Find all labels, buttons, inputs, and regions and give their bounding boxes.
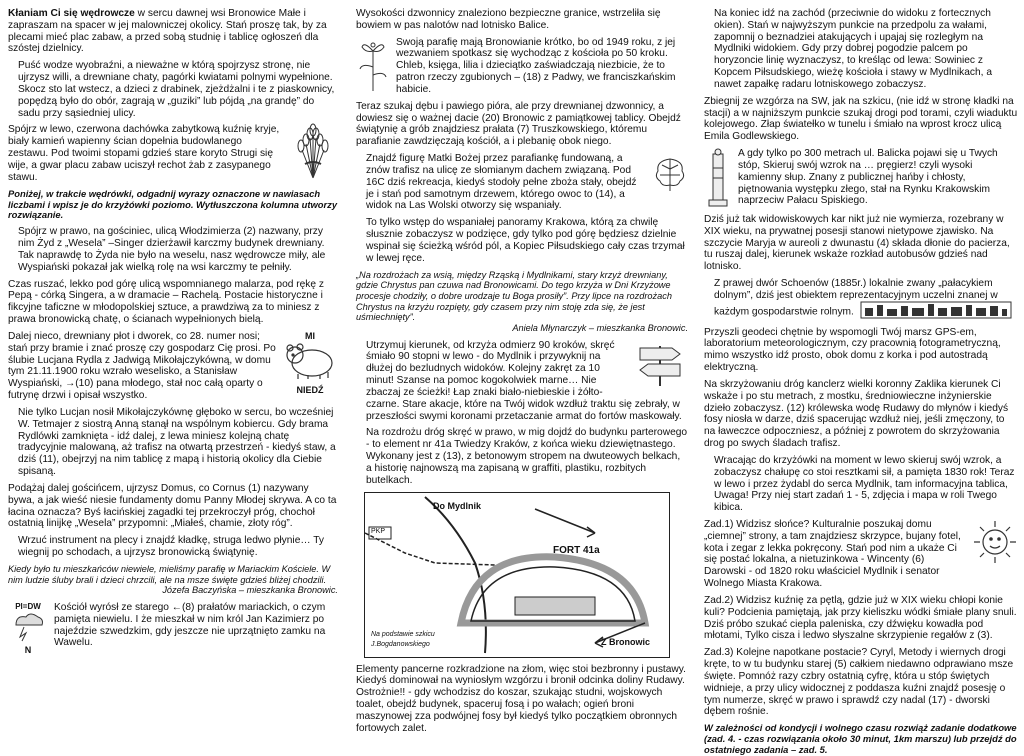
paragraph-rydlowka: Nie tylko Lucjan nosił Mikołajczykównę głęboko w sercu, bo wcześniej W. Tetmajer z siostrą Anną stanął na wspólnym kobiercu. Gdy brama Rydlówki zamknięta - idź dalej, z lewa miniesz kolejną chatę tradycyjnie malowaną, aż trafisz na otwartą przestrzeń - kiedyś staw, a dziś (11), obejrzyj na nim tablicę z mapą i historią okolicy dla Ciebie spisaną.	[18, 406, 336, 478]
paragraph-painter: Czas ruszać, lekko pod górę ulicą wspomnianego malarza, pod rękę z Pepą - córką Singera, a w dramacie – Rachelą. Postacie historyczne i fikcyjne taficzne w młodopolskiej sztuce, a prawdziwą za to miniesz z prawa bronowicką chatę, o ścianach wypełnionych bielą.	[8, 278, 324, 326]
map-caption-line2: J.Bogdanowskiego	[371, 640, 430, 648]
paragraph-armor: Elementy pancerne rozkradzione na złom, więc stoi bezbronny i pustawy. Kiedyś dominował na wyniosłym wzgórzu i bronił odcinka doliny Rudawy. Ostrożnie!! - gdy wchodzisz do koszar, szukając studni, wojskowych toalet, obejdź budynek, spaceruj fosą i po wałach; ogień broni maszynowej zza podwójnej fosy był kiedyś tylko początkiem obronnych fortowych zalet.	[356, 663, 686, 734]
paragraph-descent: Zbiegnij ze wzgórza na SW, jak na szkicu, (nie idź w stronę kładki na stacji) a w najniższym punkcie szukaj drogi pod torami, czyli wiaduktu kolejowego. Złap światełko w tunelu i śmiało na wprost krocz ulicą Emila Godlewskiego.	[704, 95, 1018, 143]
paragraph-oak: Teraz szukaj dębu i pawiego pióra, ale przy drewnianej dzwonnicy, a dowiesz się o ważnej dacie (20) Bronowic z pamiątkowej tablicy. Obejdź świątynię a grób znajdziesz prałata (7) Truszkowskiego, któremu parafianie zawdzięczają kościół, a i plebanię obok niego.	[356, 100, 681, 148]
pillory-illustration	[704, 148, 732, 212]
paragraph-panorama: To tylko wstęp do wspaniałej panoramy Krakowa, którą za chwilę słusznie zobaczysz w podzięce, gdy tylko pod górę będziesz dzielnie wspinał się ścieżką wśród pól, a Kopiec Piłsudskiego cały czas trzymał w lewej ręce.	[366, 217, 685, 264]
paragraph-punishment: Dziś już tak widowiskowych kar nikt już nie wymierza, rozebrany w XIX wieku, na prywatnej posesji stanowi nietypowe zjawisko. Na szczycie Maryja w aureoli z dwunastu (4) składa dłonie do pacierza, tu ruszaj dalej, kierunek wskaże rozkład autobusów gdzieś nad lotnisko.	[704, 213, 1010, 273]
paragraph-palace	[704, 278, 1018, 321]
paragraph-inn: Spójrz w prawo, na gościniec, ulicą Włodzimierza (2) nazwany, przy nim Żyd z „Wesela” –Singer dzierżawił karczmy budynek drewniany. Tak naprawdę to Żyda nie było na weselu, nasz wędrowcze miły, ale Wyspiański pokazał jak wielką rolę na wsi karczmy te pełniły.	[18, 226, 326, 273]
paragraph-view: Na koniec idź na zachód (przeciwnie do widoku z fortecznych okien). Stań w najwyższym punkcie na przedpolu za wałami, zapomnij o beznadziei atakujących i upajaj się rozległym na Mydlniki widokiem. Gdy przy dobrej pogodzie palcem po horyzoncie linię wyznaczysz, to kreśląc od lewa: Sowiniec z Kopcem Piłsudskiego, wieżę kościoła i stawy w Mydlnikach, a nawet zapałkę radaru lotniskowego zobaczysz.	[714, 8, 993, 90]
quote-text: Kiedy było tu mieszkańców niewiele, mieliśmy parafię w Mariackim Kościele. W nim ludzie śluby brali i dzieci chrzcili, ale na msze święte gdzieś bliżej chodzili.	[8, 563, 331, 585]
paragraph-church: Kościół wyrósł ze starego ←(8) prałatów mariackich, o czym pamięta niewielu. I że mieszkał w nim król Jan Kazimierz po najeździe szwedzkim, gdy jeszcze nie uprzątnięto zamku na Wawelu.	[54, 601, 326, 649]
paragraph-geodesy: Przyszli geodeci chętnie by wspomogli Twój marsz GPS-em, laboratorium meteorologicznym, czy pracownią fotogrametryczną, mimo wszystko idź prosto, obok domu z korka i pod autostradą elektryczną.	[704, 326, 1001, 374]
quote-signature: Aniela Młynarczyk – mieszkanka Bronowic.	[512, 322, 688, 333]
quote-text: „Na rozdrożach za wsią, między Rząską i Mydlnikami, stary krzyż drewniany, gdzie Chrystus pan czuwa nad Bronowicami. Do tego krzyża w Dni Krzyżowe procesje chodziły, o dobre urodzaje tu Boga prosiły”. Przy lipce na rozdrożach Chrystus na krzyżu rozpięty, gdy czasem przy nim stoję zda się, że jest uśmiechnięty”.	[356, 269, 672, 323]
paragraph-imagination: Puść wodze wyobraźni, a nieważne w którą spojrzysz stronę, nie ujrzysz willi, a drewniane chaty, pagórki kwiatami polnymi wypełnione. Skocz sto lat wstecz, a dzieci z drabinek, zjeżdżalni i te z piaskownicy, popędzą było do obór, zagrają w „guziki” lub pójdą „na grandę” do sadu przy sąsiedniej ulicy.	[18, 60, 335, 119]
quote-baczynska	[8, 564, 338, 596]
bear-label-top: MI	[305, 330, 315, 341]
fort-map	[364, 492, 670, 658]
column-right	[704, 8, 1018, 756]
intro-instructions: Stań proszę tak, by za plecami mieć plac zabaw, a przed sobą studnię i tablicę ogłoszeń dla szóstej dzielnicy.	[8, 19, 327, 55]
crossword-note: Poniżej, w trakcie wędrówki, odgadnij wyrazy oznaczone w nawiasach liczbami i wpisz je do krzyżówki poziomo. Wytłuszczona kolumna utworzy rozwiązanie.	[8, 187, 338, 221]
intro-line: i zapraszam na spacer w jej malowniczej okolicy.	[8, 8, 306, 31]
column-middle	[356, 8, 688, 734]
column-left	[8, 8, 338, 720]
palace-text: Z prawej dwór Schoenów (1885r.) lokalnie zwany „pałacykiem dolnym”, dziś jest obiektem reprezentacyjnym uczelni znanej w każdym gospodarstwie rolnym.	[714, 278, 998, 318]
greeting: Kłaniam Ci się wędrowcze	[8, 8, 135, 19]
paragraph-fort: Na rozdrożu dróg skręć w prawo, w mig dojdź do budynku parterowego - to element nr 41a Twiedzy Kraków, z końca wieku dziewiętnastego. Wykonany jest z (13), z betonowym stropem na dwuteowych belkach, a historię najnowszą ma zapisaną w graffiti, plastiku, rozbitych butelkach.	[366, 427, 688, 486]
paragraph-cross: Utrzymuj kierunek, od krzyża odmierz 90 kroków, skręć śmiało 90 stopni w lewo - do Mydlnik i przywyknij na dłużej do bezludnych widoków. Kolejny zakręt za 10 minut! Szanse na pomoc kogokolwiek marne… Nie zbaczaj ze ścieżki! Łap znaki biało-niebieskie i żółto-czarne. Stare akacje, które na Twój widok wzdłuż traktu się zebrały, w przeszłości swymi koronami przetaczanie armat do fortów maskowały.	[366, 339, 682, 422]
task-2: Zad.2) Widzisz kuźnię za pętlą, gdzie już w XIX wieku chłopi konie kuli? Podcienia pamiętają, jak przy kieliszku wódki śmiałe plany snuli. Dziś próbo szukać cieplа paleniska, czy dźwięku kowadła pod młotami, Tylko cisza i ledwo słyszalne skrzypienie regałów z (3).	[704, 594, 1017, 642]
paragraph-belfry: Wysokości dzwonnicy znaleziono bezpieczne granice, wstrzeliła się bowiem w pas nalotów nad lotnisko Balice.	[356, 8, 661, 31]
paragraph-manor: Dalej nieco, drewniany płot i dworek, co 28. numer nosi; stań przy bramie i znać proszę czy gospodarz Cię prosi. Po ślubie Lucjana Rydla z Jadwigą Mikołajczykówną, w domu tym 21.11.1900 roku wzrało weselisko, a Stanisław Wyspiański, →(10) pana młodego, stał noc całą oparty o futrynę drzwi i opisał wszystko.	[8, 330, 276, 402]
compass-label: Pl=DW	[15, 601, 41, 611]
leaf-illustration	[652, 153, 688, 197]
task-3: Zad.3) Kolejne napotkane postacie? Cyryl, Metody i wiernych drogi kręte, to w tu budynku starej (5) całkiem niedawno odprawiano msze święte. Pomnóż razy czbry ostatnią cyfrę, która u stóp świętych widnieje, a przy ulicy widocznej z poddasza kuźni znajdź posesję o tym numerze, skręć w prawo i sprawdź czy nadal (17) - dworski dębem rośnie.	[704, 647, 1014, 718]
sun-illustration	[972, 519, 1018, 569]
greeting-rest: w sercu dawnej wsi Bronowice Małe	[134, 8, 301, 19]
palace-skyline-illustration	[861, 302, 1011, 322]
map-caption-line1: Na podstawie szkicu	[371, 630, 435, 638]
paragraph-madonna: Znajdź figurę Matki Bożej przez parafiankę fundowaną, a znów trafisz na ulicę ze słomianym dachem związaną. Pod 16C dziś rekreacja, kiedyś stodoły pełne zboża stały, obejdź je i stań pod samotnym drzewem, którego owoc to (14), a widok na Las Wolski otworzy się wspaniały.	[366, 153, 637, 212]
paragraph-domus: Podążaj dalej gościńcem, ujrzysz Domus, co Cornus (1) nazywany bywa, a jak wieść niesie fundamenty domu Panny Młodej skrywa. A co ta łacina oznacza? Byś łacińskiej zagadki tej przekroczył próg, chochoł ostatnią linijkę „Wesela” przypomni: „Miałeś, chamie, złoty róg”.	[8, 482, 337, 530]
signpost-illustration	[632, 340, 688, 390]
map-label-bronowic: Z Bronowic	[601, 636, 650, 647]
task-1: Zad.1) Widzisz słońce? Kulturalnie poszukaj domu „ciemnej” strony, a tam znajdziesz skrzypce, bujany fotel, kota i zegar z lekka pokręcony. Stań pod nim a ukaże Ci się postać lokalna, a nietuzinkowa - Wincenty (6) Darowski - od 1820 roku właściciel Mydlnik i senator Wolnego Miasta Krakowa.	[704, 518, 961, 590]
weather-illustration	[8, 602, 48, 656]
wheat-sheaf-illustration	[288, 124, 338, 184]
map-label-pkp: PKP	[371, 527, 386, 535]
quote-mlynarczyk	[356, 270, 688, 334]
paragraph-crossroads: Na skrzyżowaniu dróg kanclerz wielki koronny Zaklika kierunek Ci wskaże i po stu metrach, z mostku, średniowieczne inżynierskie dzieło zobaczysz. (12) królewska wodę Rudawy do młynów i kiedyś fosy niosła w darze, dziś spacerując wzdłuż niej, jeśli zmęczony, to na ławeczce odpoczniesz, a później z powrotem do skrzyżowania drog po swych śladach trafisz.	[704, 378, 1009, 450]
bear-illustration	[282, 331, 338, 396]
bear-label-bottom: NIEDŹ	[296, 385, 324, 396]
map-label-mydlnik: Do Mydlnik	[433, 500, 482, 511]
map-label-fort: FORT 41a	[553, 544, 600, 556]
paragraph-pillory: A gdy tylko po 300 metrach ul. Balicka pojawi się u Twych stóp, Skieruj swój wzrok na … pręgierz! czyli wysoki kamienny słup. Znany z publicznej hańby i chłosty, piętnowania występku złego, stał na Rynku Krakowskim naprzeciw Pałacu Spiskiego.	[738, 148, 998, 207]
paragraph-bridge: Wrzuć instrument na plecy i znajdź kładkę, struga ledwo płynie… Ty wiegnij po schodach, a ujrzysz bronowicką świątynię.	[18, 535, 324, 559]
lily-illustration	[356, 37, 390, 95]
quote-signature: Józefa Baczyńska – mieszkanka Bronowic.	[162, 585, 338, 596]
closing-note: W zależności od kondycji i wolnego czasu rozwiąż zadanie dodatkowe (zad. 4. - czas rozwiązania około 30 minut, 1km marszu) lub przejdź do ostatniego zadania – zad. 5.	[704, 722, 1017, 756]
north-label: N	[24, 644, 32, 655]
paragraph-hut: Wracając do krzyżówki na moment w lewo skieruj swój wzrok, a zobaczysz chałupę co stoi resztkami sił, a pamięta 1830 rok! Teraz w lewo i przez żydabl do serca Mydlnik, tam informacyjna tablica, Uwaga! Przy niej start zadań 1 - 5, zdjęcia i mapa w roli Twego kibica.	[714, 454, 1015, 514]
paragraph-forge: Spójrz w lewo, czerwona dachówka zabytkową kuźnię kryje, biały kamień wapienny ścian dopełnia budowlanego zestawu. Pod twoimi stopami gdzieś stare koryto Strugi się wije, a gwar placu zabaw uciszył rechot żab z zasypanego stawu.	[8, 124, 280, 183]
paragraph-parish: Swoją parafię mają Bronowianie krótko, bo od 1949 roku, z jej wezwaniem spotkasz się wychodząc z kościoła po 50 kroku. Chleb, księga, lilia i dzieciątko zaświadczają niezbicie, że to patron rzeczy zgubionych – (18) z Padwy, we franciszkańskim habicie.	[396, 36, 676, 95]
intro-paragraph	[8, 8, 338, 55]
